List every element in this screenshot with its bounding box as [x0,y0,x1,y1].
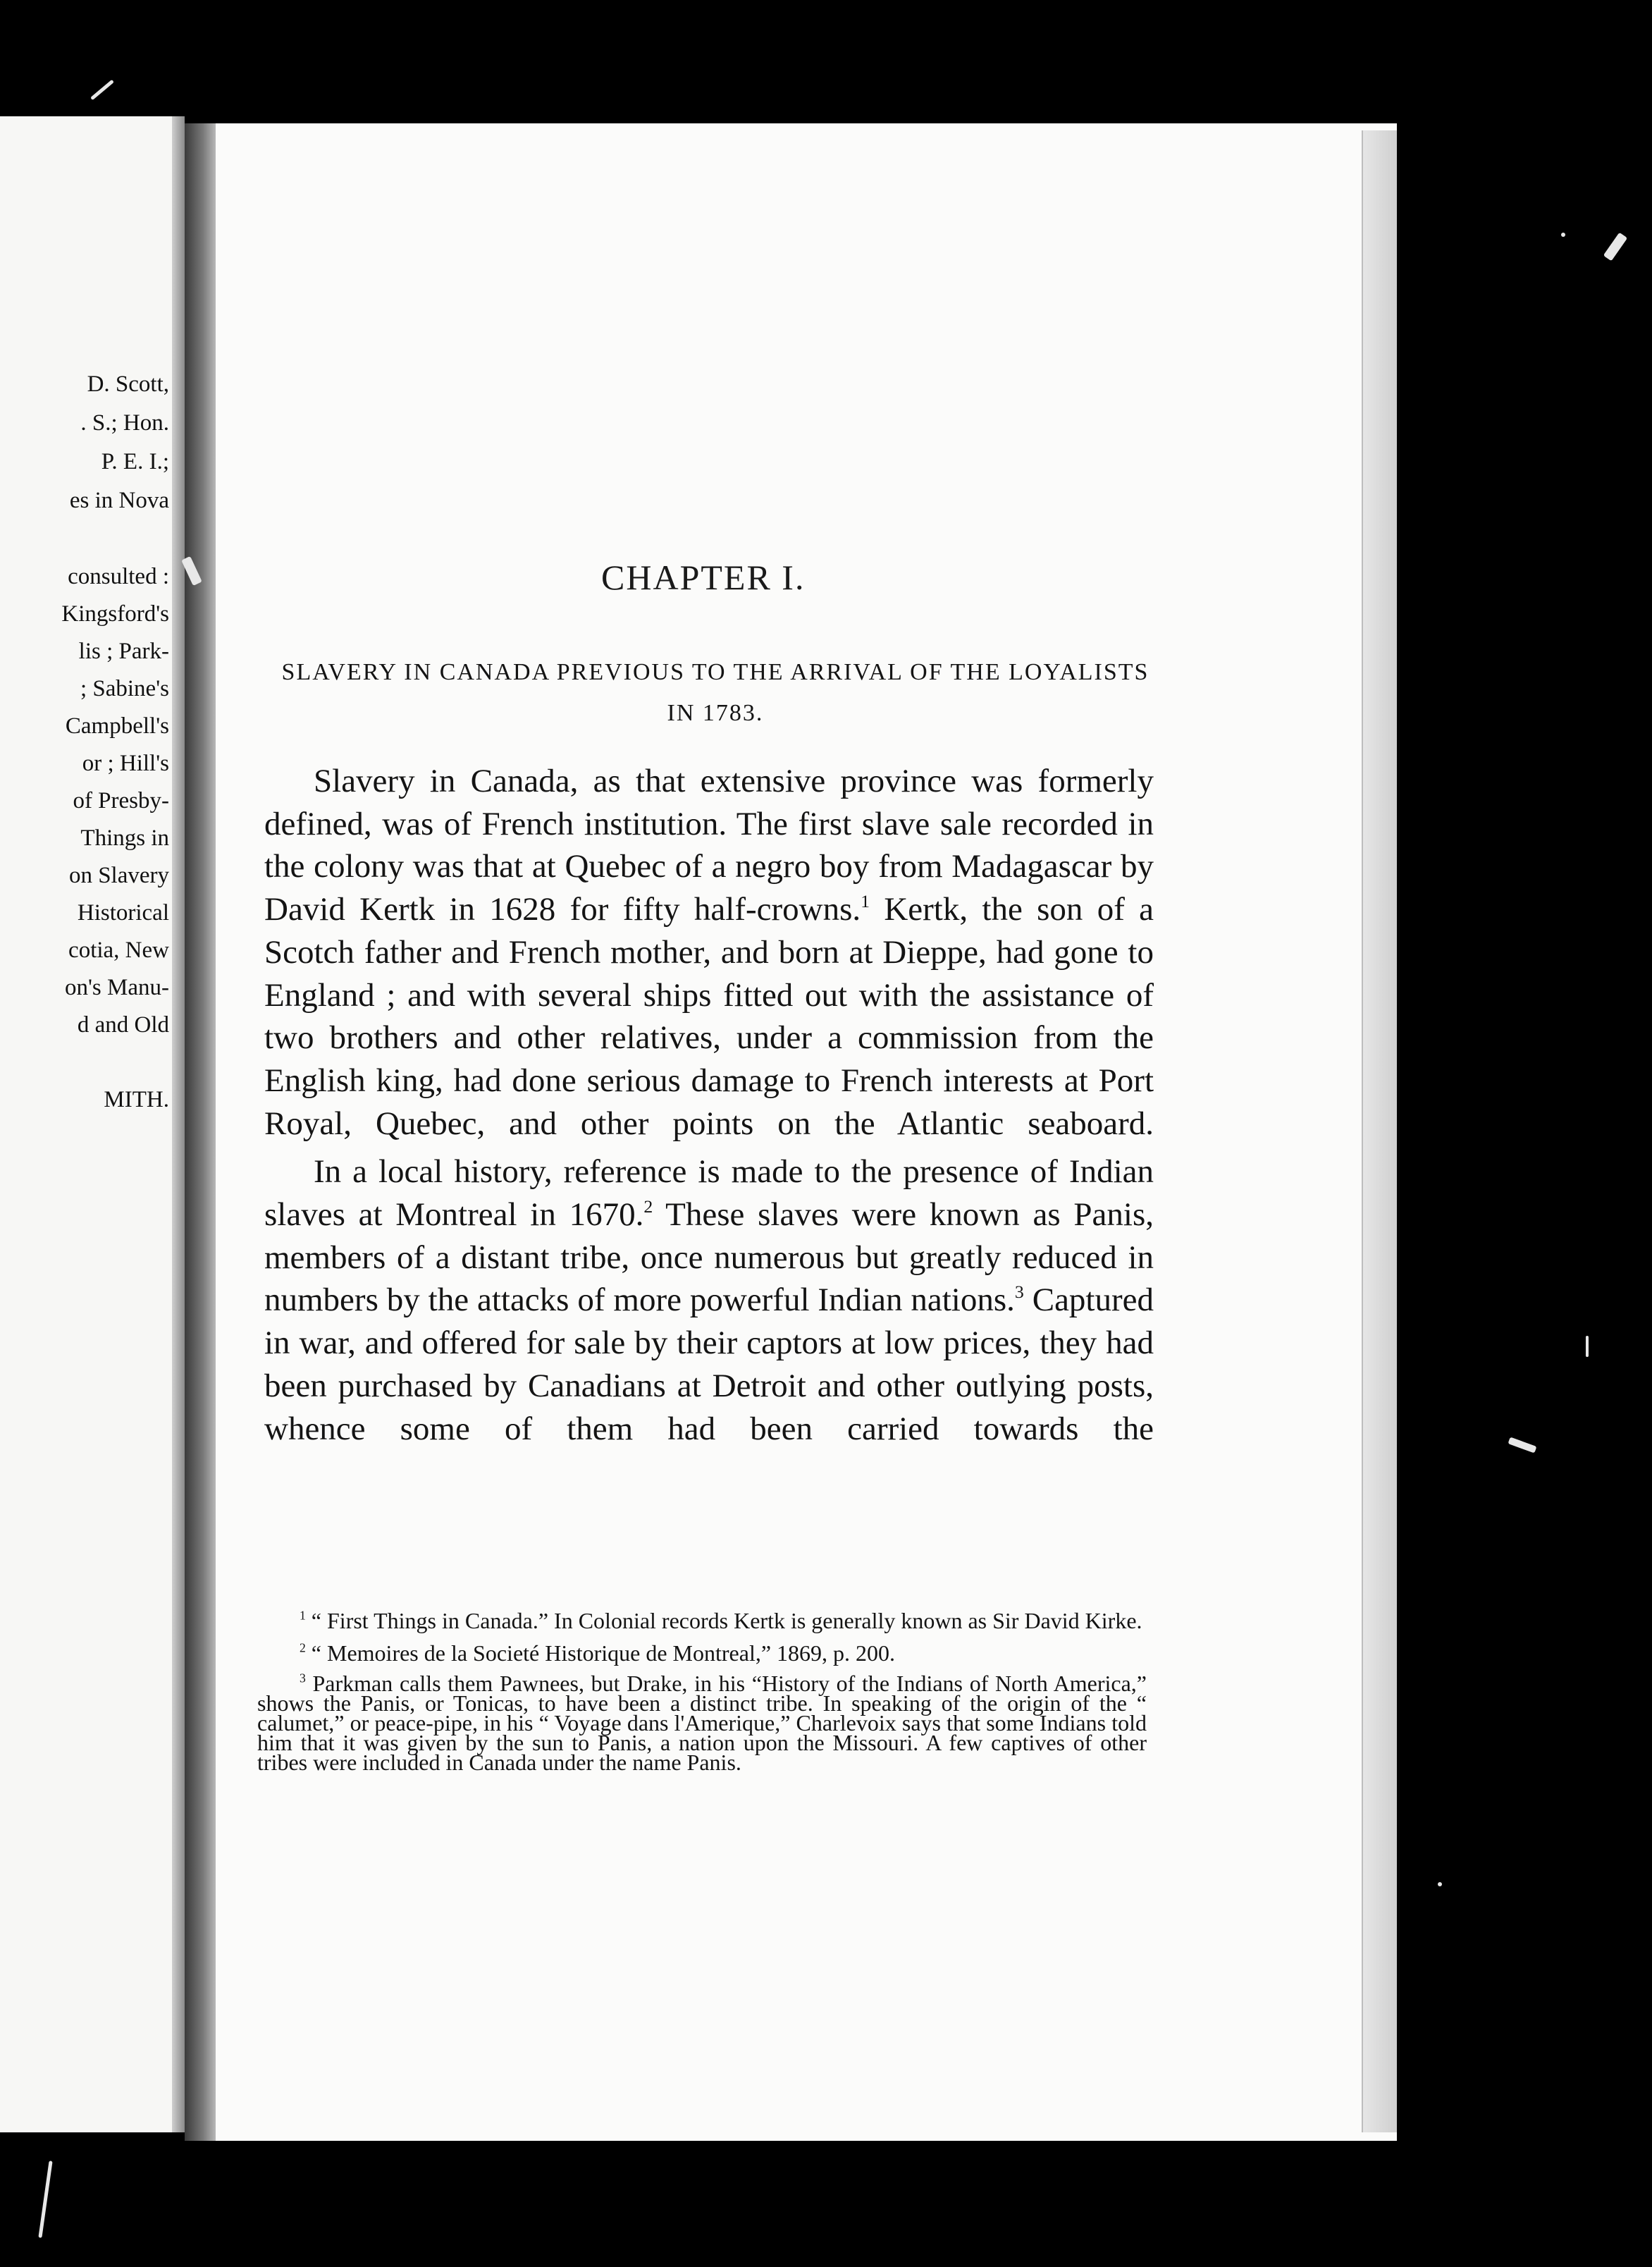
left-page-line: Things in [80,825,169,851]
left-page-line: Kingsford's [61,601,169,627]
footnote-ref: 1 [861,891,870,912]
left-page-line: consulted : [68,564,169,589]
chapter-subtitle: SLAVERY IN CANADA PREVIOUS TO THE ARRIVAL OF THE LOYALISTS IN 1783. [281,659,1149,726]
scan-speck [1586,1336,1589,1357]
paragraph-text: Kertk, the son of a Scotch father and French mother, and born at Dieppe, had gone to England ; and with several ships fitted out with the assistance of two brothers and other relatives, under a commission from the English king, had done serious damage to French interests at Port Royal, Quebec, and other points on the Atlantic seaboard. [264,891,1154,1142]
scan-speck [1561,233,1565,237]
left-page-line: ; Sabine's [80,676,169,701]
scan-speck [1438,1882,1442,1886]
left-page-line: es in Nova [69,488,169,513]
page-gutter-shadow [185,123,216,2141]
left-page-line: of Presby- [73,788,169,813]
footnote [257,1609,1147,1633]
footnote [257,1671,1147,1775]
footnote-mark: 1 [300,1608,306,1623]
left-page-line: or ; Hill's [82,751,169,776]
footnote-mark: 3 [300,1671,306,1685]
left-page-line: P. E. I.; [101,449,169,474]
body-text [264,760,1154,1450]
left-page-line: Campbell's [65,713,169,739]
left-page-line: on's Manu- [64,975,169,1000]
left-page-line: D. Scott, [87,371,169,397]
footnote-mark: 2 [300,1640,306,1655]
scan-speck [1603,233,1627,262]
footnote-text: Parkman calls them Pawnees, but Drake, in his “History of the Indians of North America,” shows the Panis, or Tonicas, to have been a distinct tribe. In speaking of the origin of the “ calumet,” or peace-pipe, in his “ Voyage dans l'Amerique,” Charlevoix says that some Indians told him that it was given by the sun to Panis, a nation upon the Missouri. A few captives of other tribes were included in Canada under the name Panis. [257,1671,1147,1775]
page-fore-edge [1362,130,1397,2132]
footnotes [257,1609,1147,1781]
footnote-ref: 2 [643,1196,653,1217]
left-page-edge [172,116,185,2132]
scan-speck [1508,1437,1536,1453]
left-page-line: lis ; Park- [78,639,169,664]
paragraph [264,1150,1154,1450]
footnote-text: “ Memoires de la Societé Historique de Montreal,” 1869, p. 200. [311,1640,896,1666]
left-page-line: d and Old [77,1012,169,1038]
left-page-line: . S.; Hon. [80,410,169,436]
footnote-text: “ First Things in Canada.” In Colonial records Kertk is generally known as Sir David Kirke. [311,1608,1142,1633]
paragraph [264,760,1154,1145]
paragraph-text: Slavery in Canada, as that extensive province was formerly defined, was of French institution. The first slave sale recorded in the colony was that at Quebec of a negro boy from Madagascar by David Kertk in 1628 for fifty half-crowns. [264,763,1154,928]
footnote-ref: 3 [1014,1282,1024,1303]
scan-speck [90,80,114,101]
paragraph-text: Captured in war, and offered for sale by their captors at low prices, they had been purchased by Canadians at Detroit and other outlying posts, whence some of them had been carried towards the [264,1282,1154,1447]
scan-speck [38,2161,52,2238]
footnote [257,1641,1147,1665]
chapter-heading: CHAPTER I. [601,558,806,597]
paragraph-text: These slaves were known as Panis, members of a distant tribe, once numerous but greatly reduced in numbers by the attacks of more powerful Indian nations. [264,1196,1154,1319]
left-page-line: on Slavery [68,863,169,888]
left-page-line: Historical [77,900,169,926]
left-page-line: MITH. [104,1087,169,1112]
paragraph-text: In a local history, reference is made to the presence of Indian slaves at Montreal in 1670. [264,1153,1154,1234]
left-page-fragment [0,116,185,2132]
left-page-line: cotia, New [68,938,169,963]
